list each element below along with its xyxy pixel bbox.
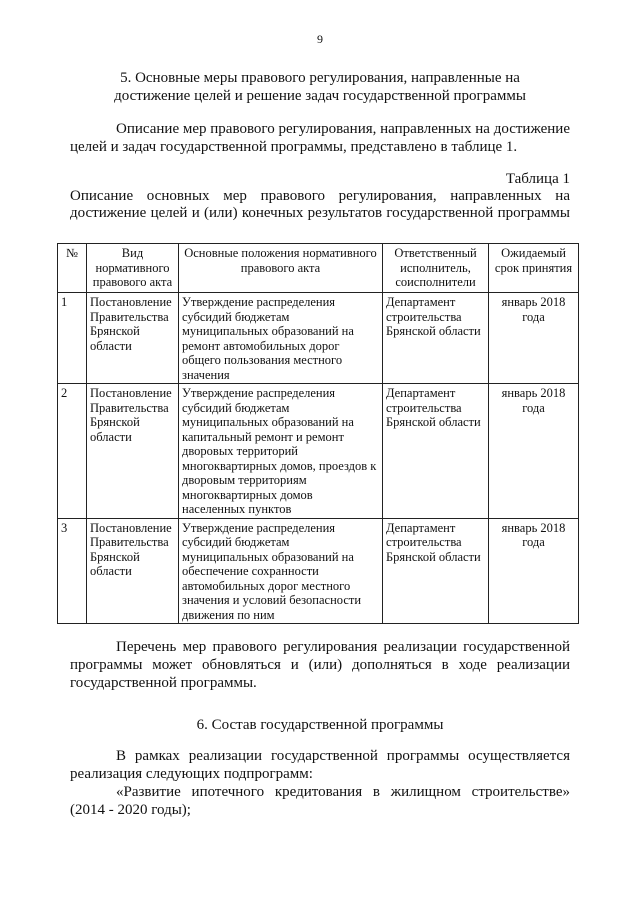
header-term: Ожидаемый срок принятия xyxy=(489,244,579,293)
section5-paragraph-line1: Описание мер правового регулирования, направленных на достижение xyxy=(116,121,570,137)
header-num: № xyxy=(58,244,87,293)
cell-term: январь 2018 года xyxy=(489,384,579,519)
table-caption-line2: достижение целей и (или) конечных результатов государственной программы xyxy=(70,205,570,221)
section5-title-line2: достижение целей и решение задач государственной программы xyxy=(114,88,526,104)
cell-act-type: Постановление Правительства Брянской области xyxy=(87,518,179,624)
header-act-type: Вид нормативного правового акта xyxy=(87,244,179,293)
table-caption-line1: Описание основных мер правового регулирования, направленных на xyxy=(70,188,570,204)
page-number: 9 xyxy=(317,32,323,46)
subprogram-item-line2: (2014 - 2020 годы); xyxy=(70,802,191,818)
section5-paragraph-line2: целей и задач государственной программы, представлено в таблице 1. xyxy=(70,139,518,155)
cell-provisions: Утверждение распределения субсидий бюджетам муниципальных образований на ремонт автомобильных дорог общего пользования местного значения xyxy=(179,293,383,384)
cell-provisions: Утверждение распределения субсидий бюджетам муниципальных образований на обеспечение сохранности автомобильных дорог местного значения и условий безопасности движения по ним xyxy=(179,518,383,624)
header-provisions: Основные положения нормативного правового акта xyxy=(179,244,383,293)
after-table-line1: Перечень мер правового регулирования реализации государственной xyxy=(116,639,570,655)
table-header-row xyxy=(58,244,579,293)
table-row xyxy=(58,384,579,519)
table-label: Таблица 1 xyxy=(505,171,570,187)
cell-num: 1 xyxy=(58,293,87,384)
table-row xyxy=(58,518,579,624)
section6-title: 6. Состав государственной программы xyxy=(196,717,444,733)
after-table-line2: программы может обновляться и (или) дополняться в ходе реализации xyxy=(70,657,570,673)
cell-term: январь 2018 года xyxy=(489,293,579,384)
table-row xyxy=(58,293,579,384)
cell-term: январь 2018 года xyxy=(489,518,579,624)
header-executor: Ответственный исполнитель, соисполнители xyxy=(383,244,489,293)
after-table-line3: государственной программы. xyxy=(70,675,257,691)
section6-paragraph-line2: реализация следующих подпрограмм: xyxy=(70,766,313,782)
cell-act-type: Постановление Правительства Брянской области xyxy=(87,293,179,384)
cell-provisions: Утверждение распределения субсидий бюджетам муниципальных образований на капитальный ремонт и ремонт дворовых территорий многоквартирных домов, проездов к дворовым территориям многоквартирных домов населенных пунктов xyxy=(179,384,383,519)
cell-executor: Департамент строительства Брянской области xyxy=(383,518,489,624)
cell-executor: Департамент строительства Брянской области xyxy=(383,384,489,519)
legal-measures-table xyxy=(57,243,579,624)
subprogram-item-line1: «Развитие ипотечного кредитования в жилищном строительстве» xyxy=(116,784,570,800)
cell-executor: Департамент строительства Брянской области xyxy=(383,293,489,384)
cell-num: 2 xyxy=(58,384,87,519)
cell-act-type: Постановление Правительства Брянской области xyxy=(87,384,179,519)
section5-title-line1: 5. Основные меры правового регулирования, направленные на xyxy=(120,70,520,86)
section6-paragraph-line1: В рамках реализации государственной программы осуществляется xyxy=(116,748,570,764)
cell-num: 3 xyxy=(58,518,87,624)
